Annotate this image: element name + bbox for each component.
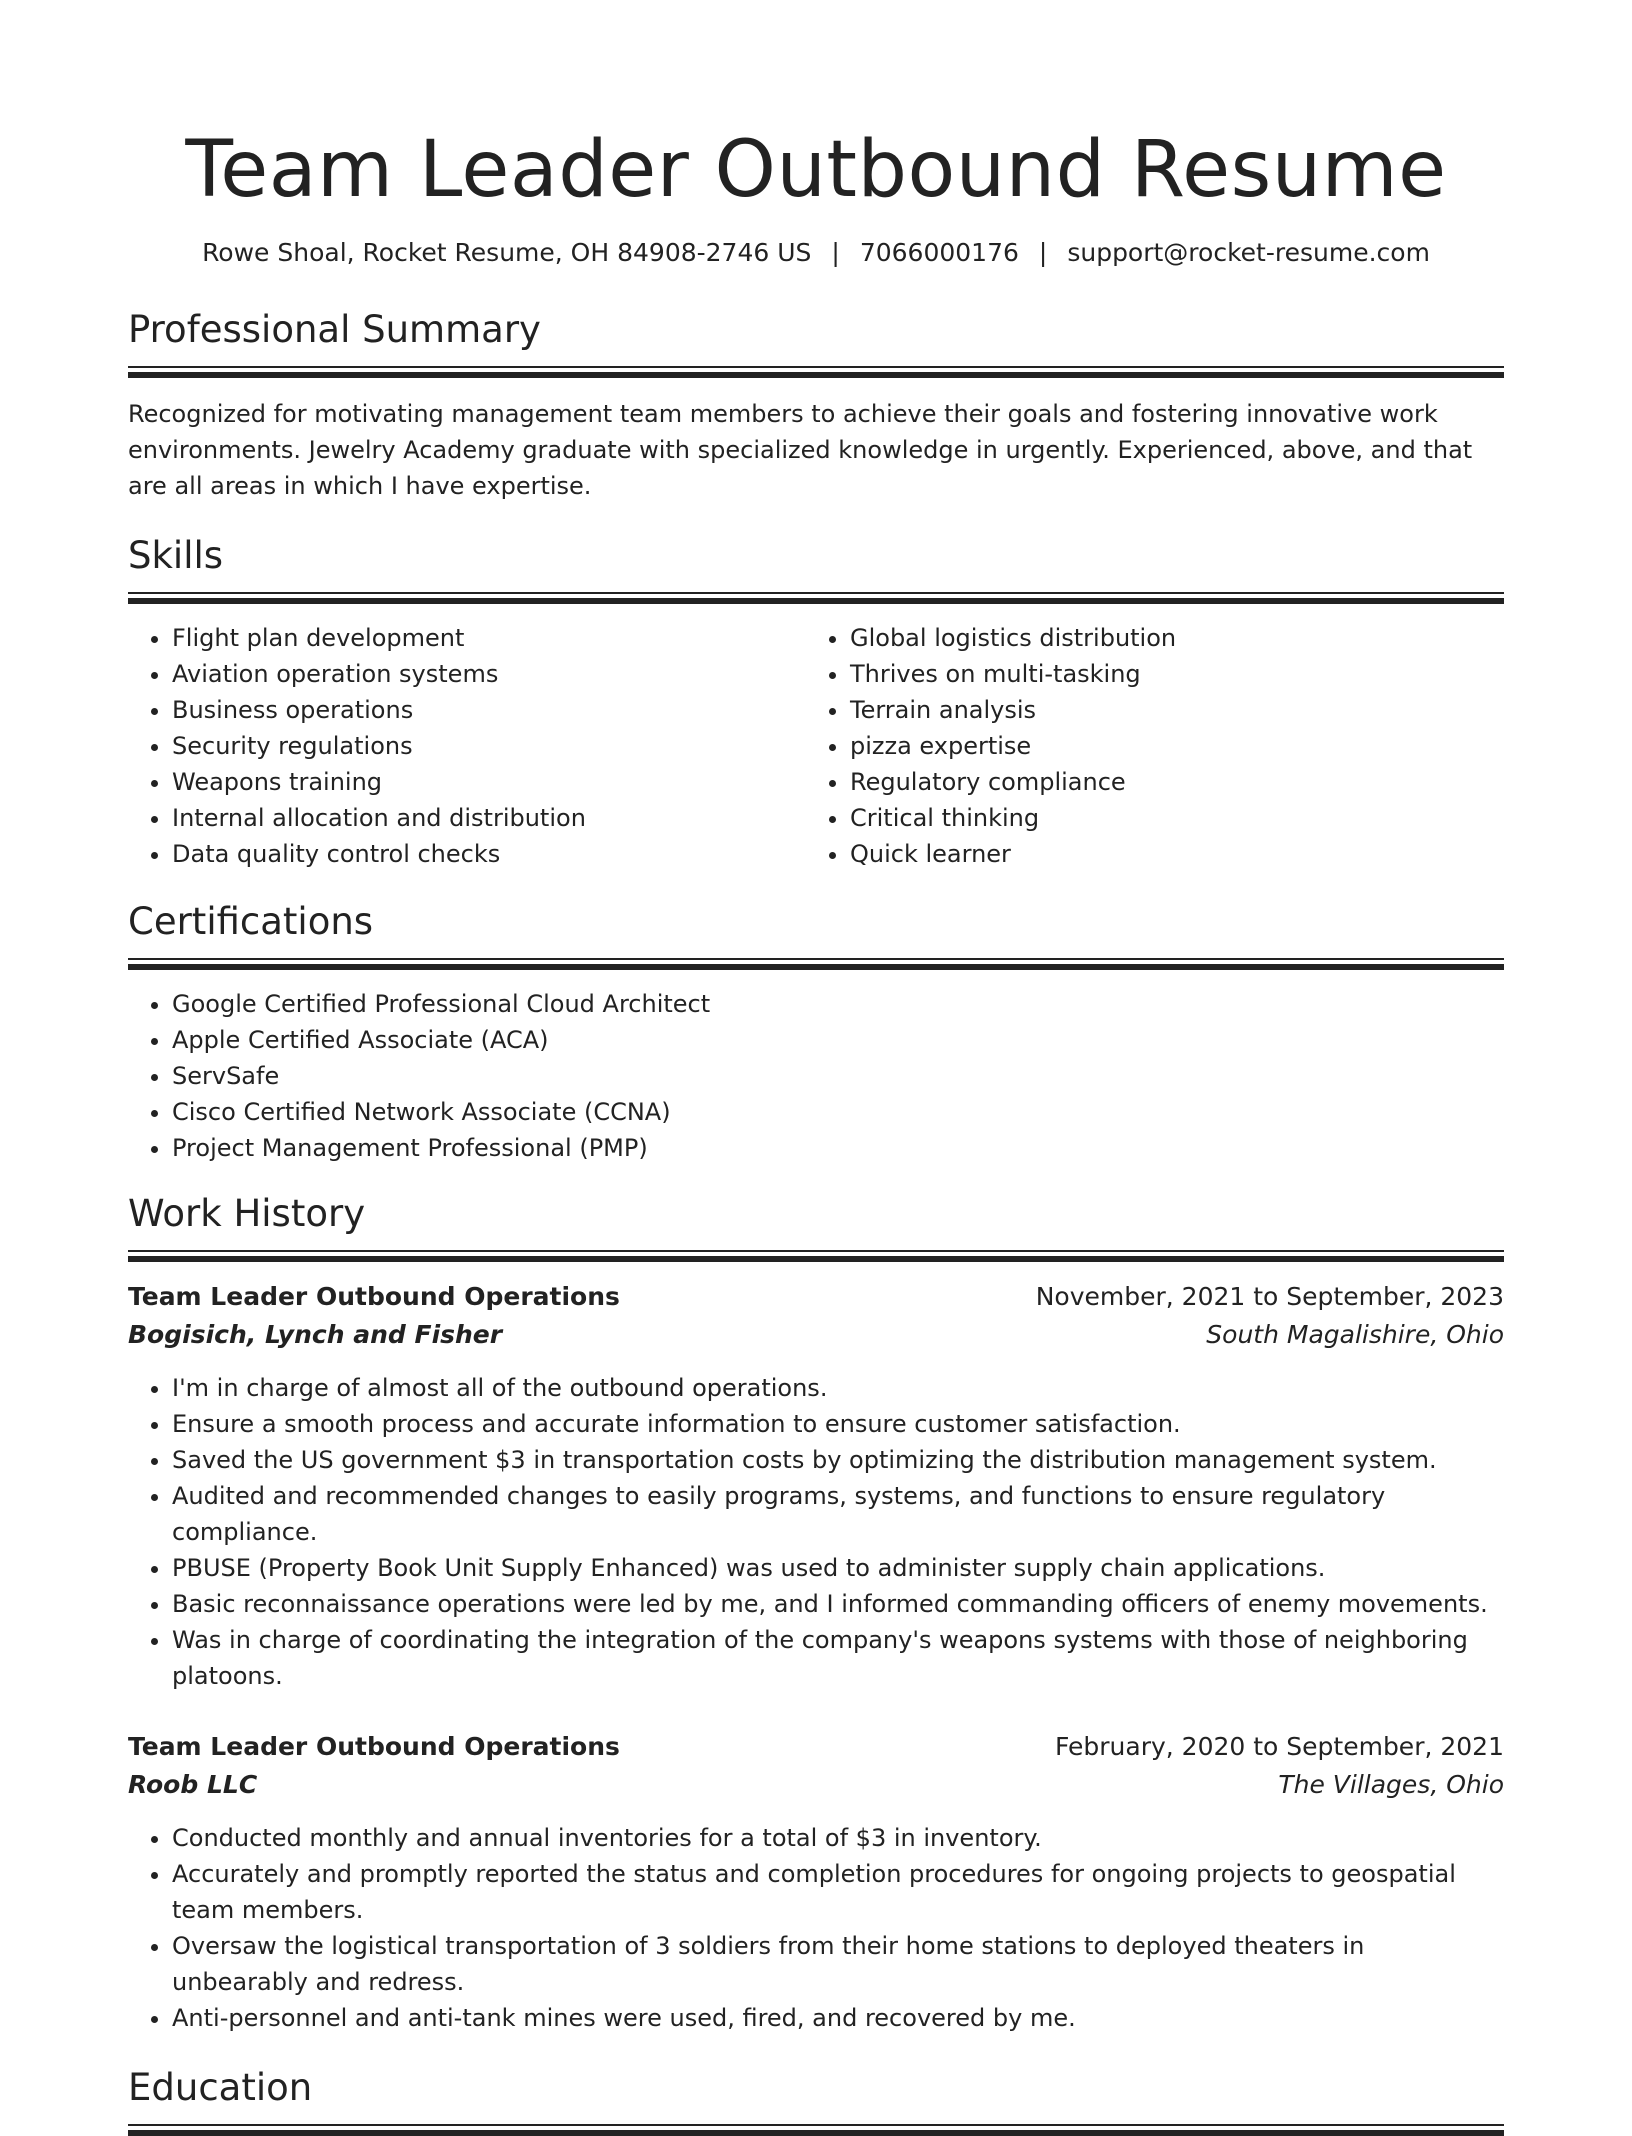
section-divider xyxy=(128,592,1504,604)
job-duty-item: • Oversaw the logistical transportation of 3 soldiers from their home stations to deployed theaters in unbearably and redress. xyxy=(172,1928,1504,2000)
section-divider xyxy=(128,2124,1504,2136)
skill-item: • Weapons training xyxy=(172,764,806,800)
summary-section xyxy=(128,306,1504,504)
certification-item: • Cisco Certified Network Associate (CCNA) xyxy=(172,1094,1504,1130)
certification-item: • Apple Certified Associate (ACA) xyxy=(172,1022,1504,1058)
resume-page xyxy=(128,0,1504,2136)
skills-list-right xyxy=(806,620,1484,872)
job-duty-item: • Was in charge of coordinating the integration of the company's weapons systems with those of neighboring platoons. xyxy=(172,1622,1504,1694)
job-header-row xyxy=(128,1278,1504,1316)
job-duty-item: • Basic reconnaissance operations were led by me, and I informed commanding officers of enemy movements. xyxy=(172,1586,1504,1622)
contact-phone: 7066000176 xyxy=(859,238,1019,267)
contact-separator: | xyxy=(1038,238,1048,267)
certification-item: • Google Certified Professional Cloud Architect xyxy=(172,986,1504,1022)
skills-columns xyxy=(128,620,1504,872)
skills-section xyxy=(128,532,1504,872)
certification-item: • ServSafe xyxy=(172,1058,1504,1094)
job-entry xyxy=(128,1278,1504,1694)
section-divider xyxy=(128,1250,1504,1262)
certification-item: • Project Management Professional (PMP) xyxy=(172,1130,1504,1166)
job-location: The Villages, Ohio xyxy=(1278,1770,1504,1799)
skill-item: • pizza expertise xyxy=(850,728,1484,764)
contact-separator: | xyxy=(831,238,840,267)
contact-address: Rowe Shoal, Rocket Resume, OH 84908-2746 US xyxy=(202,238,812,267)
job-dates: February, 2020 to September, 2021 xyxy=(1055,1732,1504,1761)
skill-item: • Critical thinking xyxy=(850,800,1484,836)
skills-list-left xyxy=(128,620,806,872)
skill-item: • Data quality control checks xyxy=(172,836,806,872)
section-divider xyxy=(128,958,1504,970)
section-divider xyxy=(128,366,1504,378)
section-heading-certifications: Certifications xyxy=(128,900,374,943)
skills-column-left xyxy=(128,620,806,872)
job-title: Team Leader Outbound Operations xyxy=(128,1732,620,1761)
job-duty-item: • PBUSE (Property Book Unit Supply Enhanced) was used to administer supply chain applications. xyxy=(172,1550,1504,1586)
education-section xyxy=(128,2064,1504,2136)
job-duty-item: • Saved the US government $3 in transportation costs by optimizing the distribution management system. xyxy=(172,1442,1504,1478)
job-employer-row xyxy=(128,1766,1504,1804)
job-header-row xyxy=(128,1728,1504,1766)
skill-item: • Aviation operation systems xyxy=(172,656,806,692)
section-heading-skills: Skills xyxy=(128,534,224,577)
skill-item: • Regulatory compliance xyxy=(850,764,1484,800)
job-duty-item: • Accurately and promptly reported the status and completion procedures for ongoing projects to geospatial team members. xyxy=(172,1856,1504,1928)
skill-item: • Thrives on multi-tasking xyxy=(850,656,1484,692)
skill-item: • Global logistics distribution xyxy=(850,620,1484,656)
skill-item: • Security regulations xyxy=(172,728,806,764)
section-heading-education: Education xyxy=(128,2066,313,2109)
certifications-section xyxy=(128,898,1504,1166)
job-duty-item: • Conducted monthly and annual inventories for a total of $3 in inventory. xyxy=(172,1820,1504,1856)
skill-item: • Business operations xyxy=(172,692,806,728)
job-duties-list xyxy=(128,1820,1504,2036)
skill-item: • Flight plan development xyxy=(172,620,806,656)
job-duty-item: • Ensure a smooth process and accurate information to ensure customer satisfaction. xyxy=(172,1406,1504,1442)
job-company: Roob LLC xyxy=(128,1770,258,1799)
job-duties-list xyxy=(128,1370,1504,1694)
skill-item: • Quick learner xyxy=(850,836,1484,872)
section-heading-summary: Professional Summary xyxy=(128,308,541,351)
section-heading-work-history: Work History xyxy=(128,1192,366,1235)
skill-item: • Internal allocation and distribution xyxy=(172,800,806,836)
work-history-section xyxy=(128,1190,1504,2036)
job-title: Team Leader Outbound Operations xyxy=(128,1282,620,1311)
page-title: Team Leader Outbound Resume xyxy=(185,125,1447,215)
summary-text: Recognized for motivating management team members to achieve their goals and fostering innovative work environments. Jewelry Academy graduate with specialized knowledge in urgently. Experienced, above, and that are all areas in which I have expertise. xyxy=(128,400,1473,500)
job-duty-item: • Anti-personnel and anti-tank mines were used, fired, and recovered by me. xyxy=(172,2000,1504,2036)
job-location: South Magalishire, Ohio xyxy=(1206,1320,1504,1349)
skill-item: • Terrain analysis xyxy=(850,692,1484,728)
job-entry xyxy=(128,1728,1504,2036)
certifications-list xyxy=(128,986,1504,1166)
contact-email: support@rocket-resume.com xyxy=(1067,238,1430,267)
job-dates: November, 2021 to September, 2023 xyxy=(1035,1282,1504,1311)
job-employer-row xyxy=(128,1316,1504,1354)
job-duty-item: • I'm in charge of almost all of the outbound operations. xyxy=(172,1370,1504,1406)
contact-line xyxy=(128,236,1504,270)
skills-column-right xyxy=(806,620,1484,872)
job-company: Bogisich, Lynch and Fisher xyxy=(128,1320,503,1349)
job-duty-item: • Audited and recommended changes to easily programs, systems, and functions to ensure regulatory compliance. xyxy=(172,1478,1504,1550)
